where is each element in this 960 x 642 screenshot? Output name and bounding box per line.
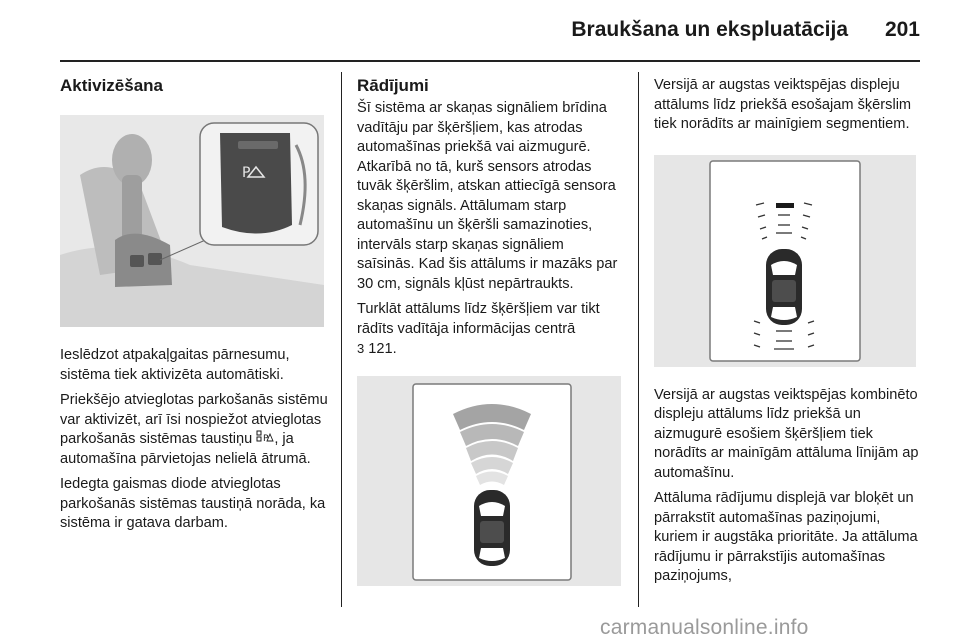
footer-watermark: carmanualsonline.info: [600, 616, 809, 639]
console-photo: [60, 115, 324, 327]
paragraph-activation-2: Priekšējo atvieglotas parkošanās sistēmu var aktivizēt, arī īsi nospiežot atvieglotas parkošanās sistēmas taustiņu P , ja automašīna pārvietojas nelielā ātrumā.: [60, 392, 328, 467]
column-displays: [654, 76, 922, 593]
paragraph-indications-2: Turklāt attālums līdz šķēršļiem var tikt rādīts vadītāja informācijas centrā 3 121.: [357, 301, 600, 357]
parking-assist-icon: [256, 430, 274, 443]
section-heading-indications: Rādījumi: [357, 76, 429, 95]
paragraph-displays-1: Versijā ar augstas veiktspējas displeju attālums līdz priekšā esošajam šķērslim tiek norādīts ar mainīgiem segmentiem.: [654, 77, 912, 132]
column-indications: [357, 76, 625, 591]
car-top-view-icon: [474, 490, 510, 566]
svg-text:P: P: [263, 434, 269, 443]
paragraph-displays-2: Versijā ar augstas veiktspējas kombinēto displeju attālums līdz priekšā un aizmugurē esošiem šķēršļiem tiek norādīts ar mainīgām attāluma līnijām ap automašīnu.: [654, 386, 919, 481]
car-top-view-icon: [766, 249, 802, 325]
paragraph-indications-1: Šī sistēma ar skaņas signāliem brīdina vadītāju par šķēršļiem, kas atrodas automašīnas priekšā vai aizmugurē. Atkarībā no tā, kurš sensors atrodas tuvāk šķēršlim, atskan attiecīgā sensora skaņas signāls. Attālumam starp automašīnu un šķēršli samazinoties, intervāls starp skaņas signāliem saīsinās. Kad šis attālums ir mazāks par 30 cm, signāls kļūst nepārtraukts.: [357, 100, 618, 292]
column-activation: [60, 76, 328, 540]
page-header: [60, 18, 920, 50]
svg-text:P: P: [242, 165, 251, 181]
combined-display-figure: [654, 155, 916, 367]
header-title: Braukšana un ekspluatācija: [571, 18, 848, 41]
segment-display-figure: [357, 376, 621, 586]
section-heading-activation: Aktivizēšana: [60, 76, 163, 95]
header-rule: [60, 60, 920, 62]
paragraph-displays-3: Attāluma rādījumu displejā var bloķēt un pārrakstīt automašīnas paziņojumi, kuriem ir augstāka prioritāte. Ja attāluma rādījumu ir pārrakstījis automašīnas paziņojums,: [654, 490, 918, 584]
page-reference-arrow-icon: 3: [357, 341, 365, 356]
column-divider-2: [638, 72, 639, 607]
front-distance-line-active: [776, 203, 794, 208]
paragraph-activation-1: Ieslēdzot atpakaļgaitas pārnesumu, sistēma tiek aktivizēta automātiski.: [60, 347, 290, 383]
page-number: 201: [884, 18, 920, 41]
paragraph-activation-3: Iedegta gaismas diode atvieglotas parkošanās sistēmas taustiņā norāda, ka sistēma ir gatava darbam.: [60, 476, 326, 531]
column-divider-1: [341, 72, 342, 607]
page-reference: 121.: [368, 341, 397, 357]
